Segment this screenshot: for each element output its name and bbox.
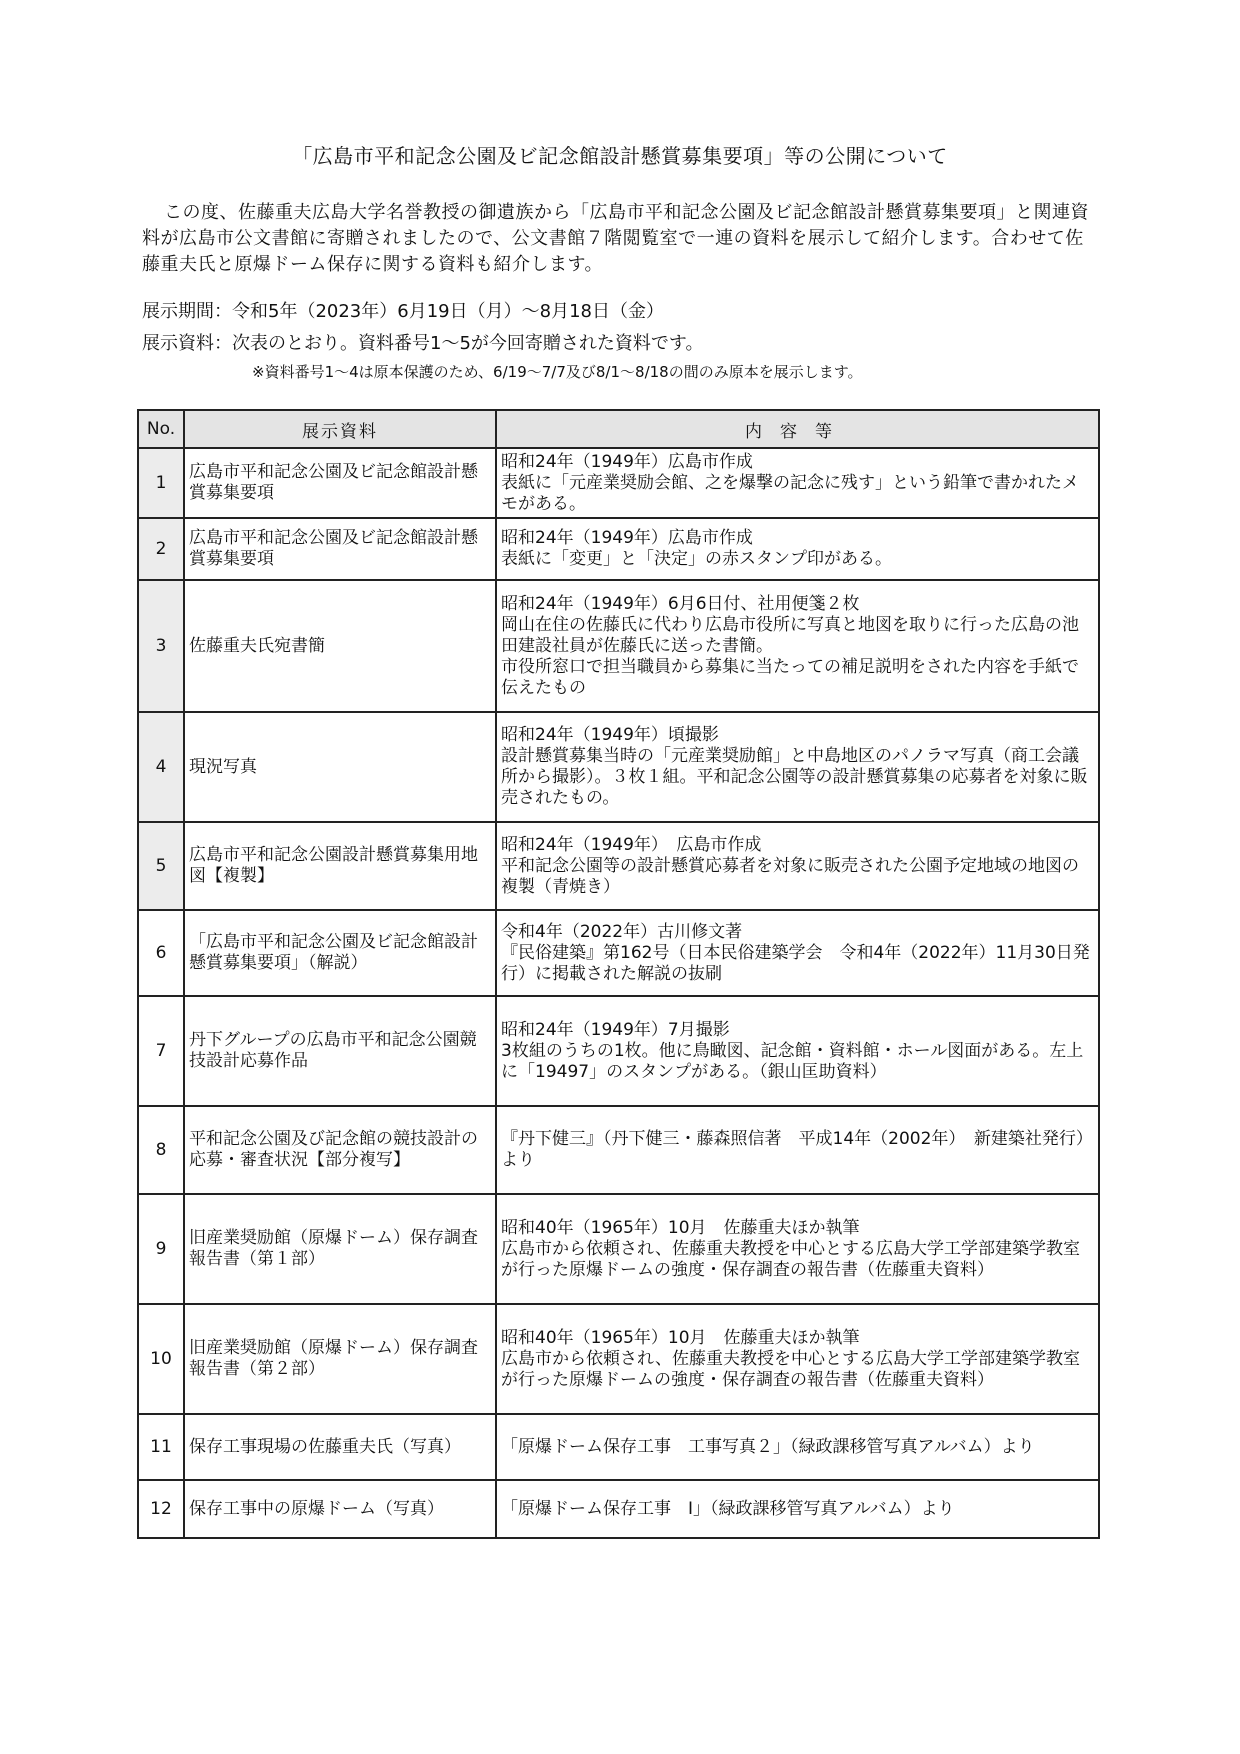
header-material: 展示資料 (184, 410, 496, 448)
table-row (138, 580, 1099, 712)
row-material: 広島市平和記念公園設計懸賞募集用地図【複製】 (184, 822, 496, 910)
table-row (138, 1480, 1099, 1538)
row-detail-line: 市役所窓口で担当職員から募集に当たっての補足説明をされた内容を手紙で伝えたもの (501, 656, 1079, 698)
table-row (138, 712, 1099, 822)
table-row (138, 1414, 1099, 1480)
row-material: 平和記念公園及び記念館の競技設計の応募・審査状況【部分複写】 (184, 1106, 496, 1194)
row-detail-line: 昭和24年（1949年）7月撮影 (501, 1019, 730, 1040)
table-header-row (138, 410, 1099, 448)
table-row (138, 822, 1099, 910)
table-row (138, 518, 1099, 580)
row-detail-line: 平和記念公園等の設計懸賞応募者を対象に販売された公園予定地域の地図の複製（青焼き） (501, 855, 1079, 897)
exhibition-materials-line: 展示資料：次表のとおり。資料番号1～5が今回寄贈された資料です。 (142, 333, 704, 354)
row-details (496, 910, 1099, 996)
row-material: 広島市平和記念公園及ビ記念館設計懸賞募集要項 (184, 448, 496, 518)
row-number: 4 (138, 712, 184, 822)
row-material: 保存工事現場の佐藤重夫氏（写真） (184, 1414, 496, 1480)
row-details (496, 518, 1099, 580)
row-details (496, 1480, 1099, 1538)
row-detail-line: 昭和24年（1949年） 広島市作成 (501, 834, 762, 855)
row-material: 丹下グループの広島市平和記念公園競技設計応募作品 (184, 996, 496, 1106)
row-detail-line: 広島市から依頼され、佐藤重夫教授を中心とする広島大学工学部建築学教室が行った原爆ドームの強度・保存調査の報告書（佐藤重夫資料） (501, 1238, 1081, 1280)
row-number: 12 (138, 1480, 184, 1538)
row-number: 3 (138, 580, 184, 712)
table-row (138, 910, 1099, 996)
table-row (138, 1194, 1099, 1304)
intro-paragraph: この度、佐藤重夫広島大学名誉教授の御遺族から「広島市平和記念公園及ビ記念館設計懸賞募集要項」と関連資料が広島市公文書館に寄贈されましたので、公文書館７階閲覧室で一連の資料を展示して紹介します。合わせて佐藤重夫氏と原爆ドーム保存に関する資料も紹介します。 (142, 202, 1089, 275)
table-row (138, 1106, 1099, 1194)
row-material: 旧産業奨励館（原爆ドーム）保存調査報告書（第２部） (184, 1304, 496, 1414)
row-detail-line: 令和4年（2022年）古川修文著 (501, 921, 743, 942)
row-details (496, 1304, 1099, 1414)
row-number: 11 (138, 1414, 184, 1480)
row-detail-line: 「原爆ドーム保存工事 工事写真２」（緑政課移管写真アルバム）より (501, 1436, 1035, 1457)
row-detail-line: 昭和40年（1965年）10月 佐藤重夫ほか執筆 (501, 1327, 860, 1348)
row-number: 6 (138, 910, 184, 996)
row-detail-line: 岡山在住の佐藤氏に代わり広島市役所に写真と地図を取りに行った広島の池田建設社員が佐藤氏に送った書簡。 (501, 614, 1079, 656)
row-detail-line: 設計懸賞募集当時の「元産業奨励館」と中島地区のパノラマ写真（商工会議所から撮影）。３枚１組。平和記念公園等の設計懸賞募集の応募者を対象に販売されたもの。 (501, 746, 1088, 808)
row-detail-line: 昭和24年（1949年）頃撮影 (501, 725, 719, 745)
row-detail-line: 広島市から依頼され、佐藤重夫教授を中心とする広島大学工学部建築学教室が行った原爆ドームの強度・保存調査の報告書（佐藤重夫資料） (501, 1348, 1081, 1390)
row-detail-line: 昭和40年（1965年）10月 佐藤重夫ほか執筆 (501, 1217, 860, 1238)
row-material: 「広島市平和記念公園及ビ記念館設計懸賞募集要項」（解説） (184, 910, 496, 996)
row-details (496, 1414, 1099, 1480)
table-row (138, 996, 1099, 1106)
row-material: 佐藤重夫氏宛書簡 (184, 580, 496, 712)
exhibition-period: 展示期間：令和5年（2023年）6月19日（月）～8月18日（金） (142, 301, 664, 322)
row-number: 7 (138, 996, 184, 1106)
header-no: No. (138, 410, 184, 448)
header-content: 内容等 (496, 410, 1099, 448)
row-detail-line: 3枚組のうちの1枚。他に鳥瞰図、記念館・資料館・ホール図面がある。左上に「19497」のスタンプがある。（銀山匡助資料） (501, 1040, 1084, 1082)
row-detail-line: 「原爆ドーム保存工事 Ⅰ」（緑政課移管写真アルバム）より (501, 1498, 955, 1519)
row-material: 広島市平和記念公園及ビ記念館設計懸賞募集要項 (184, 518, 496, 580)
row-detail-line: 『民俗建築』第162号（日本民俗建築学会 令和4年（2022年）11月30日発行）に掲載された解説の抜刷 (501, 942, 1090, 984)
row-details (496, 712, 1099, 822)
materials-table (137, 409, 1100, 1539)
row-material: 現況写真 (184, 712, 496, 822)
row-number: 5 (138, 822, 184, 910)
row-detail-line: 昭和24年（1949年）6月6日付、社用便箋２枚 (501, 593, 860, 614)
row-material: 旧産業奨励館（原爆ドーム）保存調査報告書（第１部） (184, 1194, 496, 1304)
row-details (496, 1194, 1099, 1304)
row-detail-line: 昭和24年（1949年）広島市作成 (501, 528, 753, 548)
table-row (138, 448, 1099, 518)
document-title: 「広島市平和記念公園及ビ記念館設計懸賞募集要項」等の公開について (292, 144, 948, 168)
row-number: 2 (138, 518, 184, 580)
row-details (496, 1106, 1099, 1194)
row-material: 保存工事中の原爆ドーム（写真） (184, 1480, 496, 1538)
row-details (496, 996, 1099, 1106)
row-detail-line: 表紙に「元産業奨励会館、之を爆撃の記念に残す」という鉛筆で書かれたメモがある。 (501, 472, 1079, 514)
row-number: 8 (138, 1106, 184, 1194)
row-details (496, 580, 1099, 712)
preservation-note: ※資料番号1～4は原本保護のため、6/19～7/7及び8/1～8/18の間のみ原本を展示します。 (252, 363, 863, 381)
row-detail-line: 昭和24年（1949年）広島市作成 (501, 451, 753, 472)
row-detail-line: 『丹下健三』（丹下健三・藤森照信著 平成14年（2002年） 新建築社発行）より (501, 1129, 1093, 1170)
row-details (496, 448, 1099, 518)
table-row (138, 1304, 1099, 1414)
row-details (496, 822, 1099, 910)
row-number: 9 (138, 1194, 184, 1304)
row-number: 10 (138, 1304, 184, 1414)
row-number: 1 (138, 448, 184, 518)
row-detail-line: 表紙に「変更」と「決定」の赤スタンプ印がある。 (501, 549, 892, 569)
